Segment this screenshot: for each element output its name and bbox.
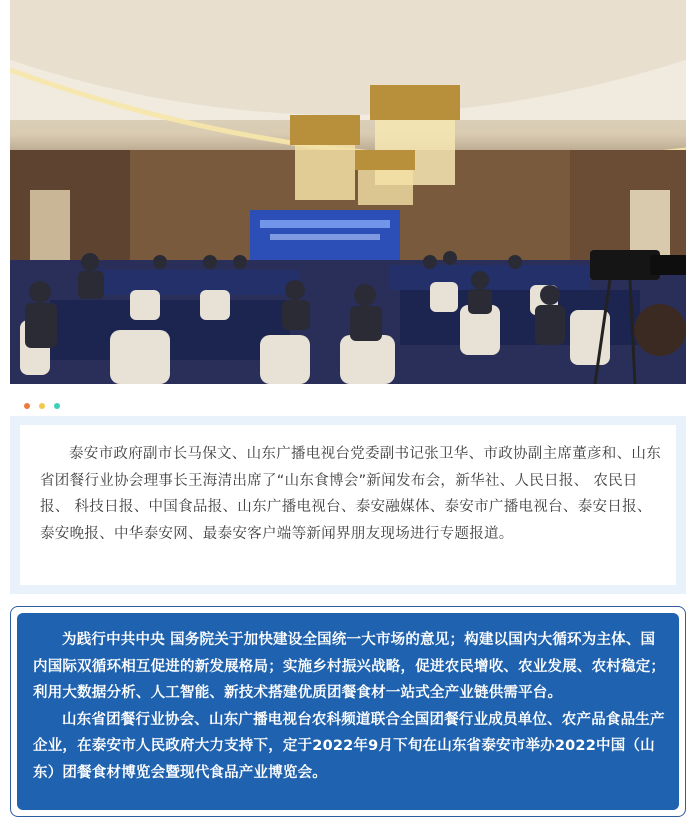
table-mid-left xyxy=(100,270,300,295)
expo-purpose-text: 为践行中共中央 国务院关于加快建设全国统一大市场的意见；构建以国内大循环为主体、国内国际双循环相互促进的新发展格局；实施乡村振兴战略，促进农民增收、农业发展、农村稳定；利用大数据分析、人工智能、新技术搭建优质团餐食材一站式全产业链供需平台。 xyxy=(33,632,666,701)
expo-intro-panel xyxy=(10,606,686,817)
yellow-dot-icon xyxy=(39,403,45,409)
right-window xyxy=(630,190,670,260)
table-mid-right xyxy=(390,265,590,290)
press-attendance-text: 泰安市政府副市长马保文、山东广播电视台党委副书记张卫华、市政协副主席董彦和、山东省团餐行业协会理事长王海清出席了“山东食博会”新闻发布会，新华社、人民日报、 农民日报、 科技日报、中国食品报、山东广播电视台、泰安融媒体、泰安市广播电视台、泰安日报、泰安晚报、中华泰安网、最泰安客户端等新闻界朋友现场进行专题报道。 xyxy=(40,446,661,542)
expo-organizer-text: 山东省团餐行业协会、山东广播电视台农科频道联合全国团餐行业成员单位、农产品食品生产企业，在泰安市人民政府大力支持下，定于2022年9月下旬在山东省泰安市举办2022中国（山东）团餐食材博览会暨现代食品产业博览会。 xyxy=(33,711,665,781)
decorative-dots xyxy=(24,403,60,409)
chandelier-left xyxy=(290,115,360,200)
conference-photo xyxy=(10,0,686,384)
press-attendance-panel xyxy=(10,416,686,594)
chandelier-back xyxy=(355,150,415,205)
conference-photo-illustration xyxy=(10,0,686,384)
orange-dot-icon xyxy=(24,403,30,409)
expo-intro-card xyxy=(17,613,679,810)
left-window xyxy=(30,190,70,260)
stage-screen-title xyxy=(260,220,390,228)
press-attendance-card xyxy=(20,425,676,585)
teal-dot-icon xyxy=(54,403,60,409)
stage-screen-subtitle xyxy=(270,234,380,240)
